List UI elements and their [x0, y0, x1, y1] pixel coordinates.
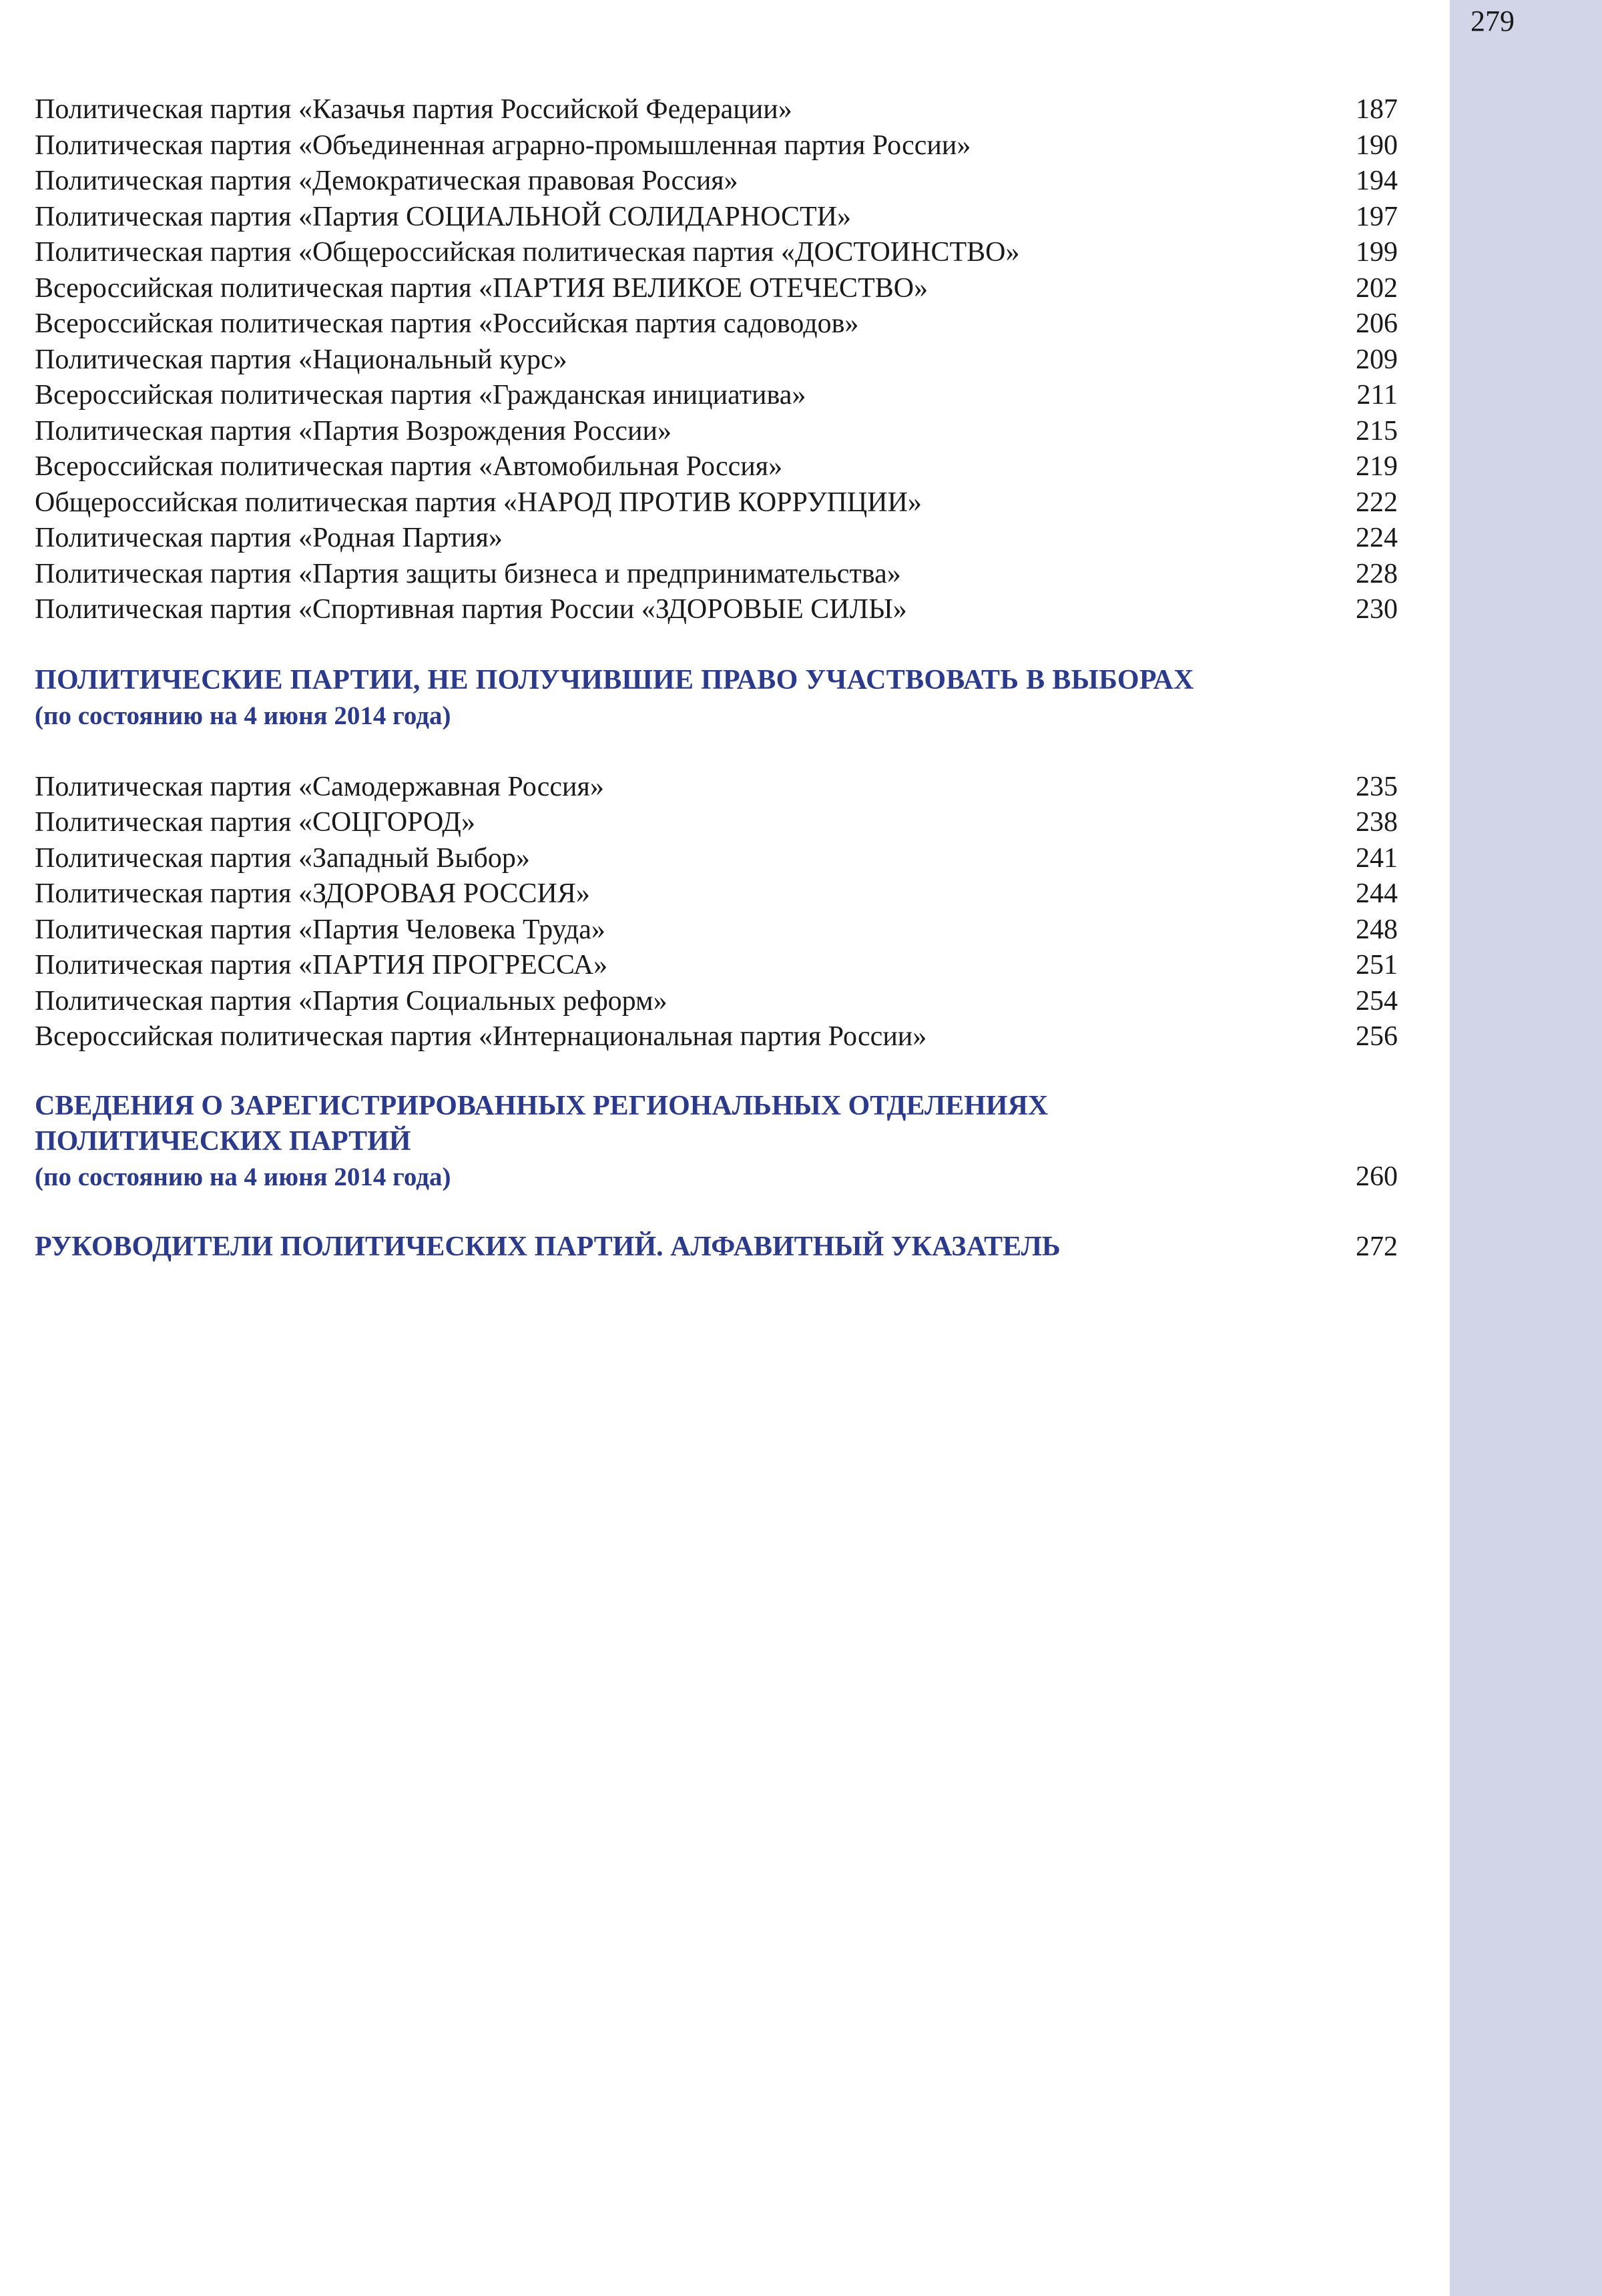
toc-entry-title: Всероссийская политическая партия «Гражданская инициатива» [35, 380, 806, 410]
toc-page-number: 187 [1356, 94, 1398, 125]
toc-page-number: 190 [1356, 129, 1398, 161]
section-subheading-row-regional-branches [35, 1159, 1398, 1195]
toc-entry-title: Политическая партия «ЗДОРОВАЯ РОССИЯ» [35, 878, 590, 909]
toc-entry-title: Политическая партия «Партия защиты бизнеса и предпринимательства» [35, 558, 901, 589]
toc-entry [35, 128, 1398, 164]
toc-page-number: 199 [1356, 237, 1398, 268]
toc-entry-title: Политическая партия «СОЦГОРОД» [35, 807, 475, 838]
toc-entry-title: Общероссийская политическая партия «НАРОД ПРОТИВ КОРРУПЦИИ» [35, 487, 922, 518]
toc-page-number: 235 [1356, 771, 1398, 802]
toc-entry [35, 271, 1398, 307]
toc-entry-title: Всероссийская политическая партия «ПАРТИЯ ВЕЛИКОЕ ОТЕЧЕСТВО» [35, 272, 928, 304]
toc-entry [35, 984, 1398, 1020]
toc-entry-title: Всероссийская политическая партия «Российская партия садоводов» [35, 308, 859, 339]
toc-section-not-eligible-parties [35, 770, 1398, 1055]
toc-page-number: 256 [1356, 1021, 1398, 1052]
toc-entry-title: Политическая партия «Партия Социальных реформ» [35, 985, 668, 1017]
toc-entry [35, 378, 1398, 414]
toc-entry-title: Политическая партия «Родная Партия» [35, 523, 503, 553]
toc-entry [35, 805, 1398, 841]
toc-page-number: 194 [1356, 166, 1398, 196]
toc-entry-title: Политическая партия «Партия Человека Труда» [35, 914, 605, 945]
toc-entry [35, 164, 1398, 200]
toc-section-registered-parties [35, 92, 1398, 628]
toc-entry [35, 414, 1398, 450]
toc-entry-title: Политическая партия «ПАРТИЯ ПРОГРЕССА» [35, 950, 608, 980]
toc-entry [35, 306, 1398, 342]
toc-page-number: 206 [1356, 308, 1398, 339]
toc-page-number: 251 [1356, 950, 1398, 980]
page-sidebar-band [1450, 0, 1602, 2296]
toc-page-number: 228 [1356, 558, 1398, 589]
toc-page-number: 202 [1356, 272, 1398, 304]
section-subheading-not-eligible: (по состоянию на 4 июня 2014 года) [35, 701, 451, 730]
toc-page-number: 197 [1356, 201, 1398, 232]
toc-entry-title: Политическая партия «Партия Возрождения России» [35, 415, 672, 447]
toc-page-number: 230 [1356, 594, 1398, 625]
toc-entry [35, 592, 1398, 628]
toc-entry [35, 557, 1398, 593]
toc-entry [35, 342, 1398, 378]
toc-entry [35, 1019, 1398, 1055]
toc-page-number: 241 [1356, 842, 1398, 874]
toc-page-number: 272 [1356, 1231, 1398, 1262]
section-heading-row-leaders-index [35, 1229, 1398, 1265]
section-subheading-regional-branches: (по состоянию на 4 июня 2014 года) [35, 1162, 451, 1191]
toc-entry-title: Политическая партия «Объединенная аграрно-промышленная партия России» [35, 129, 971, 161]
toc-page-number: 222 [1356, 487, 1398, 518]
section-heading-regional-branches-line2: ПОЛИТИЧЕСКИХ ПАРТИЙ [35, 1125, 411, 1157]
section-heading-leaders-index: РУКОВОДИТЕЛИ ПОЛИТИЧЕСКИХ ПАРТИЙ. АЛФАВИТНЫЙ УКАЗАТЕЛЬ [35, 1231, 1061, 1262]
toc-entry [35, 770, 1398, 806]
page-number: 279 [1471, 5, 1515, 37]
toc-page-number: 211 [1356, 380, 1398, 410]
toc-entry-title: Всероссийская политическая партия «Интернациональная партия России» [35, 1021, 927, 1052]
section-heading-regional-branches-line1: СВЕДЕНИЯ О ЗАРЕГИСТРИРОВАННЫХ РЕГИОНАЛЬНЫХ ОТДЕЛЕНИЯХ [35, 1090, 1049, 1121]
toc-page-number: 260 [1356, 1161, 1398, 1192]
toc-page-number: 244 [1356, 878, 1398, 909]
toc-page-number: 248 [1356, 914, 1398, 945]
toc-page-number: 209 [1356, 344, 1398, 375]
toc-page-number: 215 [1356, 415, 1398, 447]
toc-entry-title: Политическая партия «Самодержавная Россия» [35, 771, 604, 802]
toc-page-number: 238 [1356, 807, 1398, 838]
toc-entry [35, 449, 1398, 485]
toc-entry [35, 912, 1398, 948]
section-heading-not-eligible: ПОЛИТИЧЕСКИЕ ПАРТИИ, НЕ ПОЛУЧИВШИЕ ПРАВО УЧАСТВОВАТЬ В ВЫБОРАХ [35, 664, 1194, 695]
toc-entry [35, 948, 1398, 984]
toc-entry-title: Политическая партия «Общероссийская политическая партия «ДОСТОИНСТВО» [35, 237, 1020, 268]
toc-entry [35, 235, 1398, 271]
toc-entry-title: Политическая партия «Партия СОЦИАЛЬНОЙ СОЛИДАРНОСТИ» [35, 201, 852, 232]
toc-entry-title: Политическая партия «Западный Выбор» [35, 842, 530, 874]
toc-entry-title: Всероссийская политическая партия «Автомобильная Россия» [35, 451, 783, 482]
toc-entry [35, 841, 1398, 877]
toc-entry [35, 200, 1398, 236]
toc-page-number: 219 [1356, 451, 1398, 482]
toc-entry [35, 521, 1398, 557]
toc-entry [35, 876, 1398, 912]
toc-entry [35, 92, 1398, 128]
toc-page-number: 254 [1356, 985, 1398, 1017]
toc-entry [35, 485, 1398, 521]
toc-entry-title: Политическая партия «Демократическая правовая Россия» [35, 166, 738, 196]
toc-entry-title: Политическая партия «Национальный курс» [35, 344, 567, 375]
table-of-contents [35, 92, 1398, 1265]
toc-entry-title: Политическая партия «Казачья партия Российской Федерации» [35, 94, 792, 125]
toc-entry-title: Политическая партия «Спортивная партия России «ЗДОРОВЫЕ СИЛЫ» [35, 594, 907, 625]
toc-page-number: 224 [1356, 523, 1398, 553]
